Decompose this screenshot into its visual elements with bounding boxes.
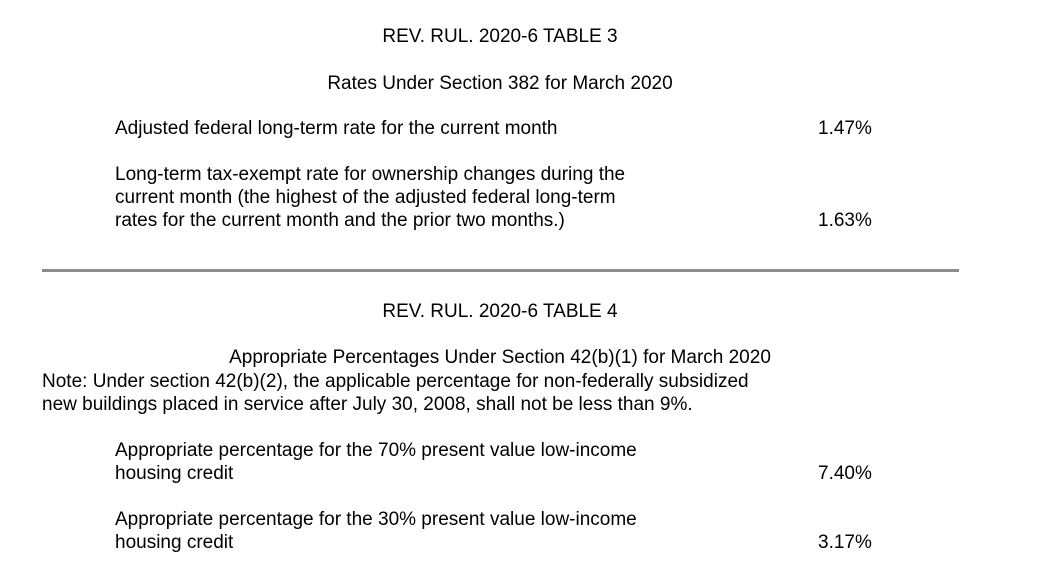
table3-row2-label-line: rates for the current month and the prior two months.) xyxy=(115,210,565,231)
table3-row2-label xyxy=(115,163,625,232)
table3-subtitle: Rates Under Section 382 for March 2020 xyxy=(327,73,673,94)
table4-title: REV. RUL. 2020-6 TABLE 4 xyxy=(382,301,618,322)
table4-row1-value: 7.40% xyxy=(818,463,872,484)
table4-row2-label xyxy=(115,508,637,554)
table3-row1-label-line: Adjusted federal long-term rate for the current month xyxy=(115,118,558,139)
table3-row2-label-line: current month (the highest of the adjusted federal long-term xyxy=(115,187,616,208)
section-divider xyxy=(42,269,959,272)
table4-row1-label xyxy=(115,439,637,485)
table4-subtitle: Appropriate Percentages Under Section 42(b)(1) for March 2020 xyxy=(229,347,771,368)
table3-title: REV. RUL. 2020-6 TABLE 3 xyxy=(382,26,618,47)
table3-row1-label xyxy=(115,117,558,140)
table3-row1-value: 1.47% xyxy=(818,118,872,139)
table4-note-line: Note: Under section 42(b)(2), the applicable percentage for non-federally subsidized xyxy=(42,371,749,392)
table4-row2-label-line: housing credit xyxy=(115,532,234,553)
table4-row1-label-line: housing credit xyxy=(115,463,234,484)
table4-note-line: new buildings placed in service after July 30, 2008, shall not be less than 9%. xyxy=(42,394,693,415)
table3-row2-value: 1.63% xyxy=(818,210,872,231)
table4-row1-label-line: Appropriate percentage for the 70% present value low-income xyxy=(115,440,637,461)
table3-row2-label-line: Long-term tax-exempt rate for ownership changes during the xyxy=(115,164,626,185)
table4-note xyxy=(42,370,749,416)
table4-row2-label-line: Appropriate percentage for the 30% present value low-income xyxy=(115,509,637,530)
table4-row2-value: 3.17% xyxy=(818,532,872,553)
